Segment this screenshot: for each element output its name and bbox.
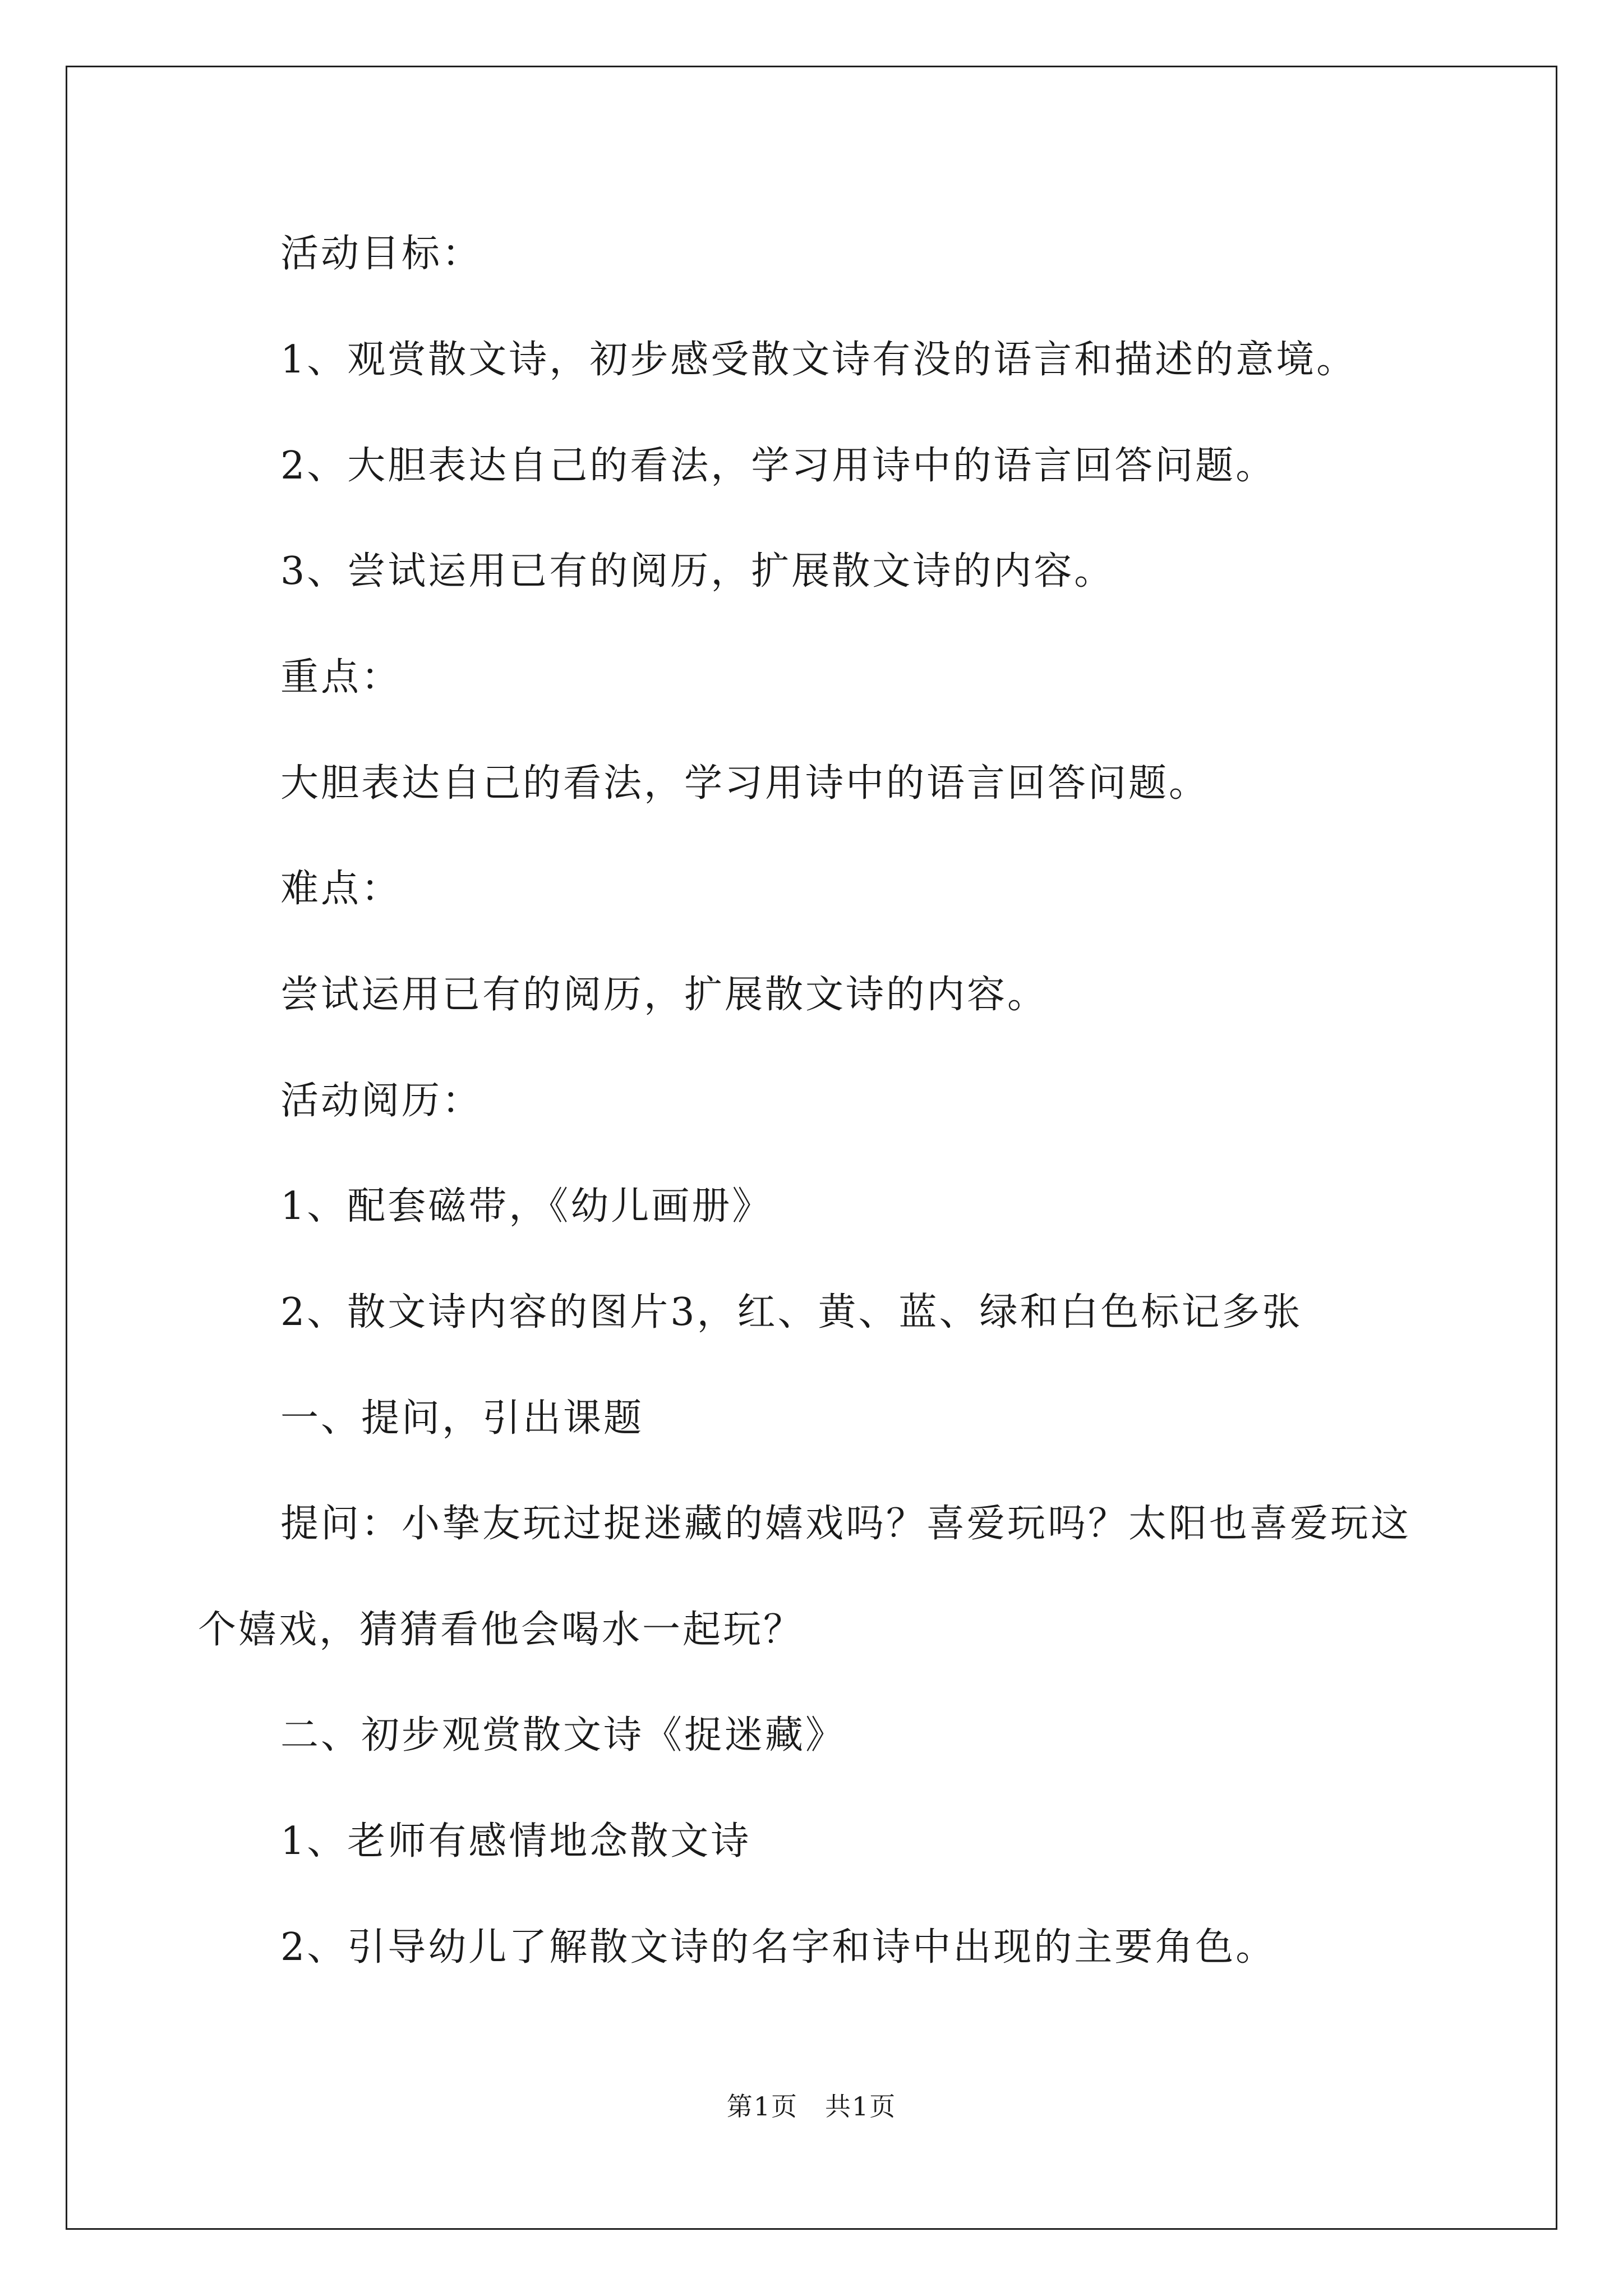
paragraph-material-1: 1、配套磁带，《幼儿画册》 [280, 1184, 773, 1228]
paragraph-step-2-item-2: 2、引导幼儿了解散文诗的名字和诗中出现的主要角色。 [280, 1925, 1276, 1970]
paragraph-material-2: 2、散文诗内容的图片3，红、黄、蓝、绿和白色标记多张 [280, 1290, 1303, 1335]
paragraph-key-point: 大胆表达自己的看法，学习用诗中的语言回答问题。 [280, 761, 1210, 806]
paragraph-difficulty: 尝试运用已有的阅历，扩展散文诗的内容。 [280, 973, 1048, 1017]
section-heading-key-point: 重点： [280, 655, 402, 700]
paragraph-objective-2: 2、大胆表达自己的看法，学习用诗中的语言回答问题。 [280, 444, 1276, 488]
section-heading-step-1: 一、提问，引出课题 [280, 1396, 644, 1441]
section-heading-objectives: 活动目标： [280, 232, 483, 276]
paragraph-objective-1: 1、观赏散文诗，初步感受散文诗有没的语言和描述的意境。 [280, 338, 1357, 382]
page-number-footer: 第1页 共1页 [726, 2091, 897, 2122]
section-heading-materials: 活动阅历： [280, 1079, 483, 1123]
page-border [66, 66, 1557, 2230]
section-heading-step-2: 二、初步观赏散文诗《捉迷藏》 [280, 1713, 846, 1757]
paragraph-question: 提问：小挚友玩过捉迷藏的嬉戏吗？喜爱玩吗？太阳也喜爱玩这 [280, 1502, 1412, 1546]
paragraph-step-2-item-1: 1、老师有感情地念散文诗 [280, 1819, 751, 1864]
section-heading-difficulty: 难点： [280, 867, 402, 911]
paragraph-question-continued: 个嬉戏，猜猜看他会喝水一起玩？ [198, 1608, 804, 1652]
paragraph-objective-3: 3、尝试运用已有的阅历，扩展散文诗的内容。 [280, 549, 1115, 593]
